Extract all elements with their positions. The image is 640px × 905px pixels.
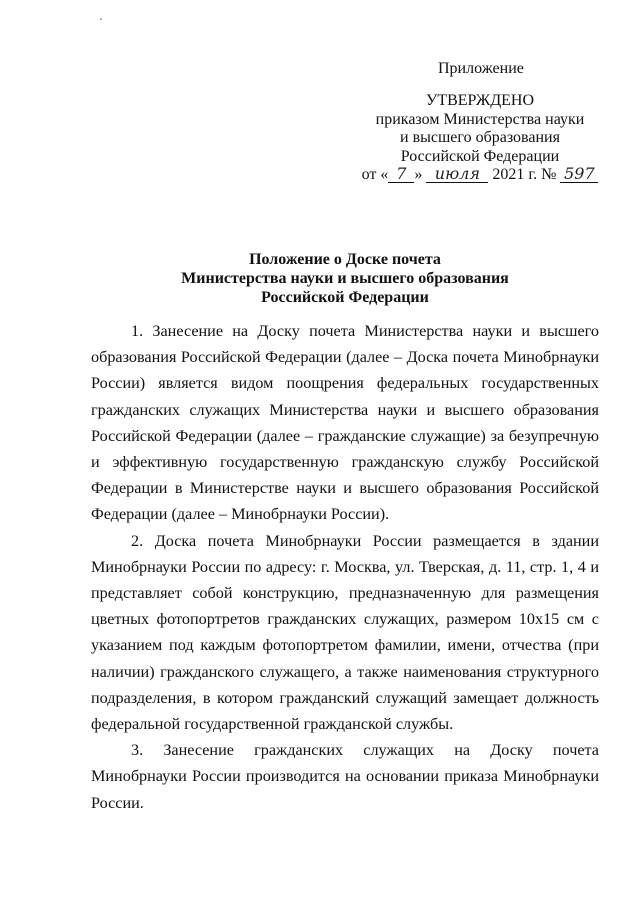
document-title <box>90 250 600 307</box>
document-body <box>91 318 599 816</box>
appendix-label: Приложение <box>438 60 524 77</box>
approval-line: приказом Министерства науки <box>375 110 585 128</box>
title-line: Российской Федерации <box>261 289 429 306</box>
approval-block <box>360 92 600 185</box>
paragraph-1: 1. Занесение на Доску почета Министерства науки и высшего образования Российской Федерации (далее – Доска почета Минобрнауки России) является видом поощрения федеральных государственных гражданских служащих Министерства науки и высшего образования Российской Федерации (далее – гражданские служащие) за безупречную и эффективную государственную гражданскую службу Российской Федерации в Министерстве науки и высшего образования Российской Федерации (далее – Минобрнауки России). <box>91 322 599 524</box>
order-mid: » <box>414 166 423 183</box>
approved-heading: УТВЕРЖДЕНО <box>425 92 534 109</box>
paragraph-3: 3. Занесение гражданских служащих на Доску почета Минобрнауки России производится на основании приказа Минобрнауки России. <box>91 741 599 812</box>
title-line: Министерства науки и высшего образования <box>181 270 509 287</box>
approval-line: и высшего образования <box>400 129 560 146</box>
title-line: Положение о Доске почета <box>249 251 441 268</box>
order-date-line <box>360 166 600 185</box>
handwritten-day: 7 <box>388 166 414 183</box>
order-prefix: от « <box>361 166 389 183</box>
order-year: 2021 г. № <box>492 166 557 183</box>
approval-line: Российской Федерации <box>400 147 560 165</box>
handwritten-order-number: 597 <box>560 166 598 183</box>
paragraph-2: 2. Доска почета Минобрнауки России размещается в здании Минобрнауки России по адресу: г. Москва, ул. Тверская, д. 11, стр. 1, 4 и представляет собой конструкцию, предназначенную для размещения цветных фотопортретов гражданских служащих, размером 10x15 см с указанием под каждым фотопортретом фамилии, имени, отчества (при наличии) гражданского служащего, а также наименования структурного подразделения, в котором гражданский служащий замещает должность федеральной государственной гражданской службы. <box>91 531 599 734</box>
scan-artifact <box>100 18 102 20</box>
handwritten-month: июля <box>426 166 488 183</box>
